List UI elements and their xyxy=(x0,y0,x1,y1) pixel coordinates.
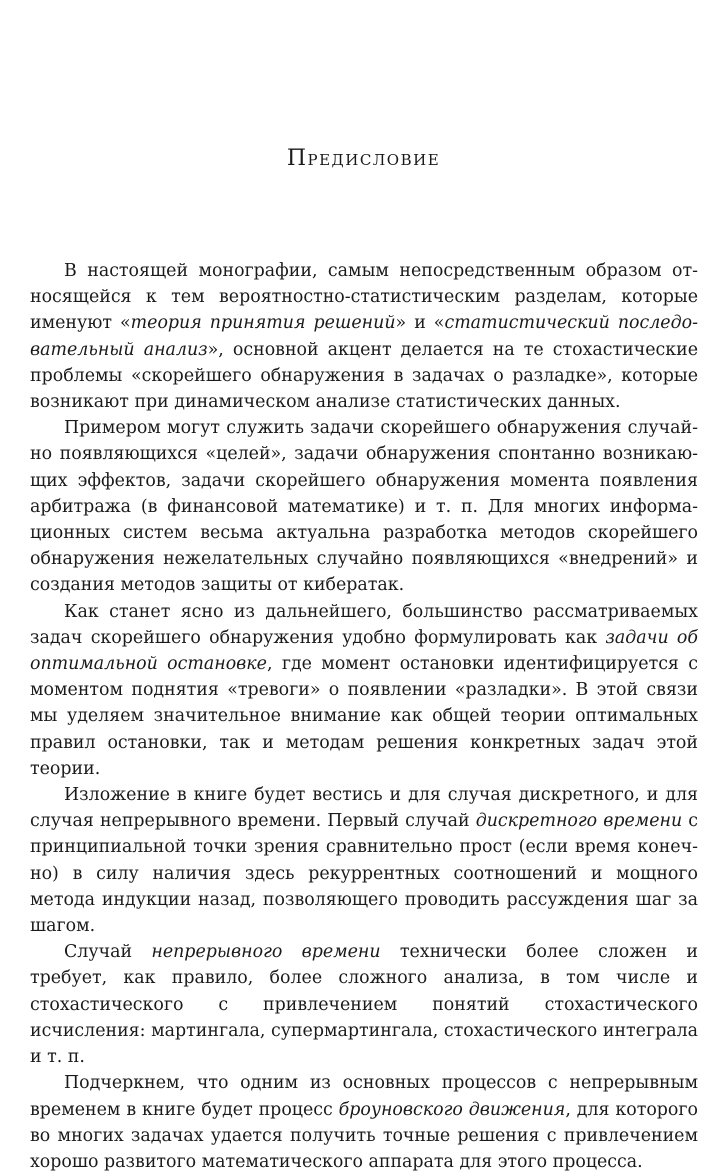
paragraph-1-text-c: », основной акцент делается на те стохастические проблемы «скорейшего обнаружения в задачах о разладке», которые возникают при динамическом анализе статистических данных. xyxy=(30,339,698,413)
paragraph-3-italic-1: задачи об оптимальной остановке xyxy=(30,627,699,675)
paragraph-6 xyxy=(30,1070,698,1175)
paragraph-4-text-a: Изложение в книге будет вестись и для случая дискретного, и для случая непрерывного времени. Первый случай xyxy=(30,785,698,832)
paragraph-6-text-a: Подчеркнем, что одним из основных процессов с непрерывным временем в книге будет процесс xyxy=(30,1073,698,1120)
paragraph-3 xyxy=(30,599,698,782)
paragraph-3-text-a: Как станет ясно из дальнейшего, большинство рассматриваемых задач скорейшего обнаружения удобно формулировать как xyxy=(30,601,698,648)
paragraph-5-text-b: технически более сложен и требует, как правило, более сложного анализа, в том числе и стохастического с привлечением понятий стохастического исчисления: мартингала, супермартингала, стохастического интеграла и т. п. xyxy=(30,942,698,1068)
preface-body xyxy=(30,258,698,1175)
paragraph-1 xyxy=(30,258,698,415)
paragraph-1-italic-1: теория принятия решений xyxy=(130,313,396,334)
paragraph-6-text-b: , для которого во многих задачах удается получить точные решения с привлечением хорошо развитого математического аппарата для этого процесса. xyxy=(30,1099,698,1172)
paragraph-4 xyxy=(30,782,698,939)
paragraph-4-text-b: с принципиальной точки зрения сравнительно прост (если время конечно) в силу наличия здесь рекуррентных соотношений и мощного метода индукции назад, позволяющего проводить рассуждения шаг за шагом. xyxy=(30,811,698,937)
paragraph-4-italic-1: дискретного времени xyxy=(475,811,683,832)
paragraph-5-italic-1: непрерывного времени xyxy=(151,942,381,963)
paragraph-3-text-b: , где момент остановки идентифицируется с моментом поднятия «тревоги» о появлении «разладки». В этой связи мы уделяем значительное внимание как общей теории оптимальных правил остановки, так и методам решения конкретных задач этой теории. xyxy=(30,654,698,779)
page-title: Предисловие xyxy=(286,146,441,171)
paragraph-5-text-a: Случай xyxy=(64,942,152,963)
paragraph-1-italic-2: статистический последовательный анализ xyxy=(30,313,698,360)
paragraph-6-italic-1: броуновского движения xyxy=(338,1099,566,1120)
paragraph-2: Примером могут служить задачи скорейшего обнаружения случайно появляющихся «целей», задачи обнаружения спонтанно возникающих эффектов, задачи скорейшего обнаружения момента появления арбитража (в финансовой математике) и т. п. Для многих информационных систем весьма актуальна разработка методов скорейшего обнаружения нежелательных случайно появляющихся «внедрений» и создания методов защиты от кибератак. xyxy=(30,418,698,596)
paragraph-1-text-b: » и « xyxy=(395,313,445,334)
paragraph-5 xyxy=(30,939,698,1070)
paragraph-1-text-a: В настоящей монографии, самым непосредственным образом относящейся к тем вероятностно-статистическим разделам, которые именуют « xyxy=(30,261,698,334)
